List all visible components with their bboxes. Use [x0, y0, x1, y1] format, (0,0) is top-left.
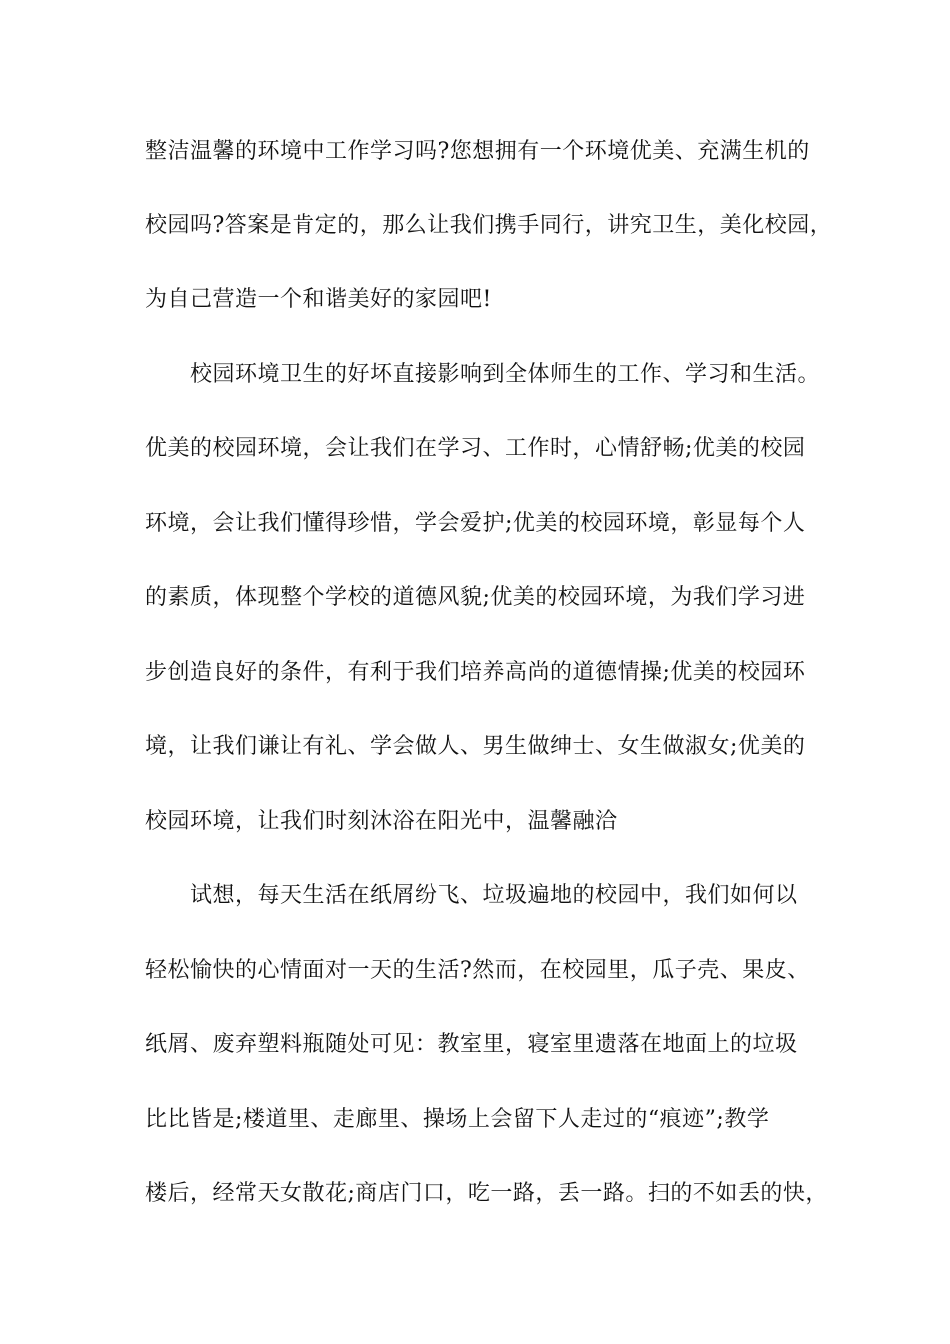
text-line: 校园吗?答案是肯定的，那么让我们携手同行，讲究卫生，美化校园，	[145, 213, 833, 238]
text-line: 轻松愉快的心情面对一天的生活?然而，在校园里，瓜子壳、果皮、	[145, 958, 810, 983]
text-line: 楼后，经常天女散花;商店门口，吃一路，丢一路。扫的不如丢的快，	[145, 1181, 828, 1206]
text-line: 纸屑、废弃塑料瓶随处可见：教室里，寝室里遗落在地面上的垃圾	[145, 1032, 798, 1057]
text-line: 整洁温馨的环境中工作学习吗?您想拥有一个环境优美、充满生机的	[145, 139, 810, 164]
text-line: 环境，会让我们懂得珍惜，学会爱护;优美的校园环境，彰显每个人	[145, 511, 806, 536]
paragraph-first-line: 校园环境卫生的好坏直接影响到全体师生的工作、学习和生活。	[190, 362, 821, 387]
text-line: 的素质，体现整个学校的道德风貌;优美的校园环境，为我们学习进	[145, 585, 806, 610]
text-line: 境，让我们谦让有礼、学会做人、男生做绅士、女生做淑女;优美的	[145, 734, 806, 759]
paragraph-first-line: 试想，每天生活在纸屑纷飞、垃圾遍地的校园中，我们如何以	[190, 883, 798, 908]
text-line: 比比皆是;楼道里、走廊里、操场上会留下人走过的“痕迹”;教学	[145, 1107, 770, 1132]
text-line: 为自己营造一个和谐美好的家园吧!	[145, 287, 492, 312]
text-line: 步创造良好的条件，有利于我们培养高尚的道德情操;优美的校园环	[145, 660, 806, 685]
text-line: 优美的校园环境，会让我们在学习、工作时，心情舒畅;优美的校园	[145, 436, 806, 461]
text-line: 校园环境，让我们时刻沐浴在阳光中，温馨融洽	[145, 809, 618, 834]
